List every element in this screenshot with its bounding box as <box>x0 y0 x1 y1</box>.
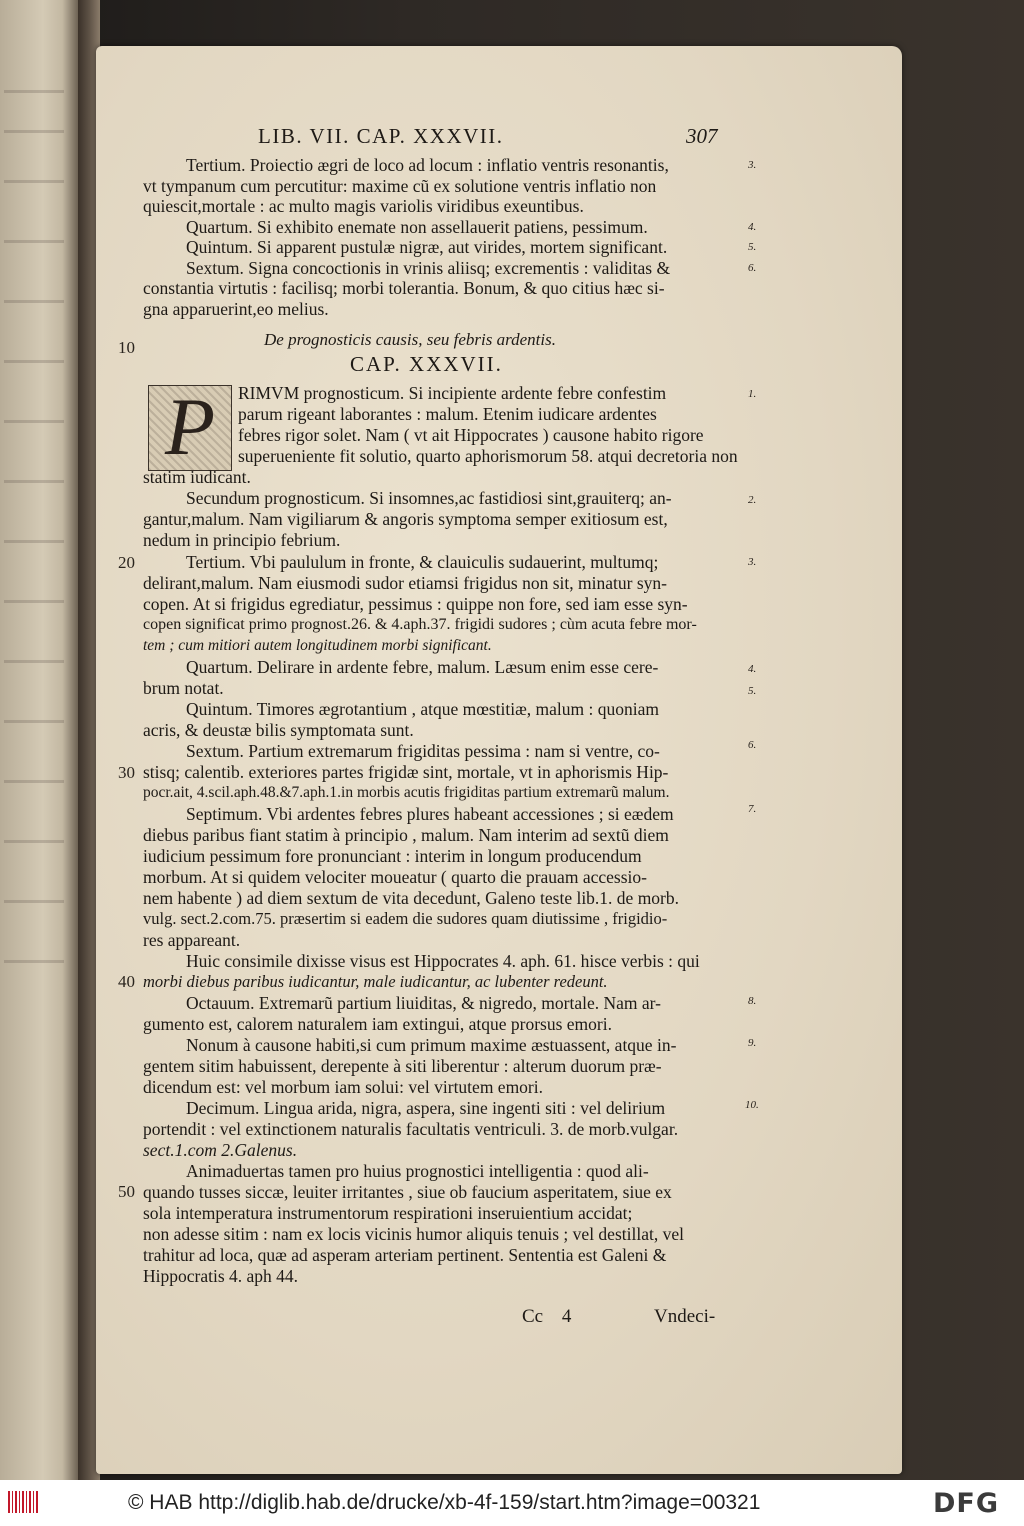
line-number: 20 <box>118 553 135 572</box>
text-line: nedum in principio febrium. <box>143 530 341 550</box>
margin-note: 7. <box>748 803 757 815</box>
text-line: Huic consimile dixisse visus est Hippocrates 4. aph. 61. hisce verbis : qui <box>186 951 700 971</box>
margin-note: 6. <box>748 262 757 274</box>
margin-note: 9. <box>748 1037 757 1049</box>
text-line: delirant,malum. Nam eiusmodi sudor etiamsi frigidus non sit, minatur syn- <box>143 573 667 593</box>
margin-note: 8. <box>748 995 757 1007</box>
text-line: iudicium pessimum fore pronunciant : interim in longum producendum <box>143 846 642 866</box>
text-line: res appareant. <box>143 930 241 950</box>
text-line: morbi diebus paribus iudicantur, male iudicantur, ac lubenter redeunt. <box>143 972 608 991</box>
line-number: 50 <box>118 1182 135 1201</box>
dfg-logo: DFG <box>933 1488 1000 1519</box>
margin-note: 6. <box>748 739 757 751</box>
text-line: Quartum. Delirare in ardente febre, malum. Læsum enim esse cere- <box>186 657 659 677</box>
credit-link[interactable]: © HAB http://diglib.hab.de/drucke/xb-4f-159/start.htm?image=00321 <box>128 1491 761 1514</box>
text-line: stisq; calentib. exteriores partes frigidæ sint, mortale, vt in aphorismis Hip- <box>143 762 669 782</box>
text-line: Septimum. Vbi ardentes febres plures habeant accessiones ; si eædem <box>186 804 674 824</box>
text-line: copen significat primo prognost.26. & 4.aph.37. frigidi sudores ; cùm acuta febre mor- <box>143 616 697 633</box>
text-line: vulg. sect.2.com.75. præsertim si eadem die sudores quam diutissime , frigidio- <box>143 909 668 928</box>
text-line: acris, & deustæ bilis symptomata sunt. <box>143 720 414 740</box>
text-line: febres rigor solet. Nam ( vt ait Hippocrates ) causone habito rigore <box>238 425 704 445</box>
text-line: statim iudicant. <box>143 467 251 487</box>
page-number: 307 <box>686 124 718 148</box>
text-line: RIMVM prognosticum. Si incipiente ardente febre confestim <box>238 383 667 403</box>
margin-note: 5. <box>748 685 757 697</box>
text-line: parum rigeant laborantes : malum. Etenim iudicare ardentes <box>238 404 657 424</box>
line-number: 30 <box>118 763 135 782</box>
text-line: trahitur ad loca, quæ ad asperam arteriam pertinent. Sententia est Galeni & <box>143 1245 667 1265</box>
text-line: Decimum. Lingua arida, nigra, aspera, sine ingenti siti : vel delirium <box>186 1098 666 1118</box>
text-line: Tertium. Vbi paululum in fronte, & clauiculis sudauerint, multumq; <box>186 552 659 572</box>
margin-note: 4. <box>748 663 757 675</box>
text-line: quando tusses siccæ, leuiter irritantes , siue ob faucium asperitatem, siue ex <box>143 1182 672 1202</box>
library-barcode-icon <box>8 1491 40 1513</box>
text-line: nem habente ) ad diem sextum de vita decedunt, Galeno teste lib.1. de morb. <box>143 888 680 908</box>
margin-note: 2. <box>748 494 757 506</box>
text-line: Quartum. Si exhibito enemate non assellauerit patiens, pessimum. <box>186 217 648 237</box>
text-line: morbum. At si quidem velociter moueatur ( quarto die prauam accessio- <box>143 867 647 887</box>
text-line: Animaduertas tamen pro huius prognostici intelligentia : quod ali- <box>186 1161 649 1181</box>
running-head: LIB. VII. CAP. XXXVII. <box>258 124 504 148</box>
text-line: non adesse sitim : nam ex locis vicinis humor aliquis tenuis ; vel destillat, vel <box>143 1224 684 1244</box>
text-line: Sextum. Signa concoctionis in vrinis aliisq; excrementis : validitas & <box>186 258 671 278</box>
text-line: Quintum. Timores ægrotantium , atque mœstitiæ, malum : quoniam <box>186 699 659 719</box>
catchword: Vndeci- <box>654 1306 716 1327</box>
text-line: quiescit,mortale : ac multo magis variolis viridibus exeuntibus. <box>143 196 584 216</box>
initial-letter: P <box>164 381 216 472</box>
text-line: Secundum prognosticum. Si insomnes,ac fastidiosi sint,grauiterq; an- <box>186 488 672 508</box>
text-line: sola intemperatura instrumentorum respirationi inseruientium accidat; <box>143 1203 633 1223</box>
margin-note: 3. <box>748 556 757 568</box>
margin-note: 3. <box>748 159 757 171</box>
chapter-title: De prognosticis causis, seu febris ardentis. <box>264 330 556 349</box>
decorated-initial <box>148 381 232 472</box>
text-line: Hippocratis 4. aph 44. <box>143 1266 299 1286</box>
text-line: Quintum. Si apparent pustulæ nigræ, aut virides, mortem significant. <box>186 237 668 257</box>
text-line: gentem sitim habuissent, derepente à siti liberentur : alterum duorum præ- <box>143 1056 662 1076</box>
text-line: Sextum. Partium extremarum frigiditas pessima : nam si ventre, co- <box>186 741 660 761</box>
margin-note: 10. <box>745 1099 759 1111</box>
text-line: constantia virtutis : facilisq; morbi tolerantia. Bonum, & quo citius hæc si- <box>143 278 665 298</box>
text-line: tem ; cum mitiori autem longitudinem morbi significant. <box>143 637 492 654</box>
text-line: copen. At si frigidus egrediatur, pessimus : quippe non fore, sed iam esse syn- <box>143 594 688 614</box>
text-line: diebus paribus fiant statim à principio , malum. Nam interim ad sextũ diem <box>143 825 669 845</box>
left-page-edge <box>0 0 80 1480</box>
text-line: gantur,malum. Nam vigiliarum & angoris symptoma semper exitiosum est, <box>143 509 668 529</box>
margin-note: 5. <box>748 241 757 253</box>
margin-note: 1. <box>748 388 757 400</box>
text-line: vt tympanum cum percutitur: maxime cũ ex solutione ventris inflatio non <box>143 176 657 196</box>
text-line: Tertium. Proiectio ægri de loco ad locum : inflatio ventris resonantis, <box>186 155 669 175</box>
text-line: superueniente fit solutio, quarto aphorismorum 58. atqui decretoria non <box>238 446 738 466</box>
chapter-number: CAP. XXXVII. <box>350 352 503 376</box>
text-line: sect.1.com 2.Galenus. <box>143 1140 298 1160</box>
margin-note: 4. <box>748 221 757 233</box>
text-line: brum notat. <box>143 678 224 698</box>
text-line: gna apparuerint,eo melius. <box>143 299 329 319</box>
text-line: gumento est, calorem naturalem iam extingui, atque prorsus emori. <box>143 1014 612 1034</box>
signature-mark: Cc 4 <box>522 1306 572 1327</box>
line-number: 40 <box>118 972 135 991</box>
text-line: portendit : vel extinctionem naturalis facultatis ventriculi. 3. de morb.vulgar. <box>143 1119 679 1139</box>
text-line: Nonum à causone habiti,si cum primum maxime æstuassent, atque in- <box>186 1035 677 1055</box>
line-number: 10 <box>118 338 135 357</box>
text-line: Octauum. Extremarũ partium liuiditas, & nigredo, mortale. Nam ar- <box>186 993 661 1013</box>
text-line: pocr.ait, 4.scil.aph.48.&7.aph.1.in morbis acutis frigiditas partium extremarũ malum. <box>143 784 670 801</box>
text-line: dicendum est: vel morbum iam solui: vel virtutem emori. <box>143 1077 543 1097</box>
